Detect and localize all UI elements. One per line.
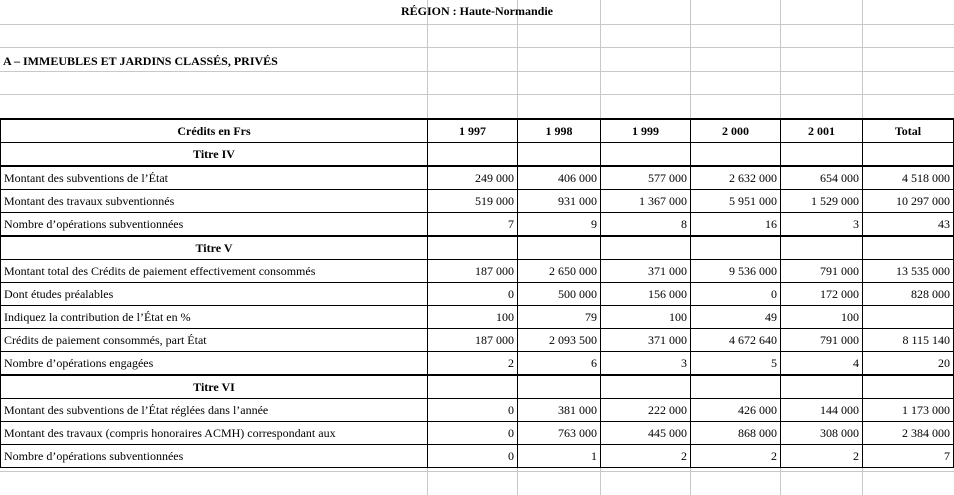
table-cell bbox=[518, 143, 601, 167]
table-cell: 9 536 000 bbox=[691, 260, 781, 283]
row-label: Nombre d’opérations subventionnées bbox=[1, 213, 428, 237]
table-cell: 868 000 bbox=[691, 422, 781, 445]
table-cell: 6 bbox=[518, 352, 601, 376]
table-cell bbox=[863, 306, 954, 329]
table-cell: 0 bbox=[428, 283, 518, 306]
table-cell: 100 bbox=[601, 306, 691, 329]
table-cell: 1 529 000 bbox=[781, 190, 863, 213]
table-cell bbox=[863, 143, 954, 167]
table-row bbox=[1, 166, 954, 190]
table-cell: 7 bbox=[428, 213, 518, 237]
table-cell: 10 297 000 bbox=[863, 190, 954, 213]
subheading-row bbox=[1, 375, 954, 399]
table-cell: 2 bbox=[428, 352, 518, 376]
table-cell: 828 000 bbox=[863, 283, 954, 306]
table-cell: 9 bbox=[518, 213, 601, 237]
row-label: Montant des subventions de l’État réglées dans l’année bbox=[1, 399, 428, 422]
table-cell: 5 bbox=[691, 352, 781, 376]
table-row bbox=[1, 329, 954, 352]
table-cell: 249 000 bbox=[428, 166, 518, 190]
table-cell: 445 000 bbox=[601, 422, 691, 445]
table-cell bbox=[863, 375, 954, 399]
table-cell: 2 650 000 bbox=[518, 260, 601, 283]
table-row bbox=[1, 283, 954, 306]
table-cell: 2 384 000 bbox=[863, 422, 954, 445]
table-cell: 79 bbox=[518, 306, 601, 329]
table-row bbox=[1, 260, 954, 283]
table-cell: 426 000 bbox=[691, 399, 781, 422]
table-cell: 1 367 000 bbox=[601, 190, 691, 213]
table-cell: 308 000 bbox=[781, 422, 863, 445]
table-cell: 4 672 640 bbox=[691, 329, 781, 352]
table-cell: 8 115 140 bbox=[863, 329, 954, 352]
table-row bbox=[1, 399, 954, 422]
table-cell bbox=[691, 375, 781, 399]
table-cell bbox=[428, 236, 518, 260]
table-cell bbox=[518, 375, 601, 399]
subheading-row bbox=[1, 236, 954, 260]
table-cell: 20 bbox=[863, 352, 954, 376]
table-cell bbox=[781, 236, 863, 260]
table-cell: 16 bbox=[691, 213, 781, 237]
section-title: A – IMMEUBLES ET JARDINS CLASSÉS, PRIVÉS bbox=[3, 54, 278, 68]
table-cell: 187 000 bbox=[428, 329, 518, 352]
table-cell: 519 000 bbox=[428, 190, 518, 213]
table-row bbox=[1, 445, 954, 468]
table-cell: 2 632 000 bbox=[691, 166, 781, 190]
table-cell: 763 000 bbox=[518, 422, 601, 445]
row-label: Montant des subventions de l’État bbox=[1, 166, 428, 190]
table-cell: 0 bbox=[691, 283, 781, 306]
table-cell: 0 bbox=[428, 445, 518, 468]
region-title: RÉGION : Haute-Normandie bbox=[401, 4, 553, 18]
table-row bbox=[1, 352, 954, 376]
table-cell: 100 bbox=[428, 306, 518, 329]
table-cell bbox=[691, 143, 781, 167]
row-label: Nombre d’opérations subventionnées bbox=[1, 445, 428, 468]
table-cell: 5 951 000 bbox=[691, 190, 781, 213]
table-cell: 156 000 bbox=[601, 283, 691, 306]
table-cell: 144 000 bbox=[781, 399, 863, 422]
table-cell: 3 bbox=[601, 352, 691, 376]
header-label: Crédits en Frs bbox=[1, 119, 428, 143]
table-cell: 4 bbox=[781, 352, 863, 376]
table-row bbox=[1, 190, 954, 213]
row-label: Nombre d’opérations engagées bbox=[1, 352, 428, 376]
table-cell: 172 000 bbox=[781, 283, 863, 306]
table-cell: 3 bbox=[781, 213, 863, 237]
table-cell bbox=[428, 143, 518, 167]
table-cell: 577 000 bbox=[601, 166, 691, 190]
table-cell: 654 000 bbox=[781, 166, 863, 190]
row-label: Montant total des Crédits de paiement effectivement consommés bbox=[1, 260, 428, 283]
table-cell: 381 000 bbox=[518, 399, 601, 422]
table-cell: 0 bbox=[428, 422, 518, 445]
table-cell: 791 000 bbox=[781, 329, 863, 352]
header-year: 1 999 bbox=[601, 119, 691, 143]
table-cell: 371 000 bbox=[601, 329, 691, 352]
table-cell bbox=[601, 236, 691, 260]
titre-vi-heading: Titre VI bbox=[1, 375, 428, 399]
table-cell: 2 bbox=[691, 445, 781, 468]
row-label: Crédits de paiement consommés, part État bbox=[1, 329, 428, 352]
table-row bbox=[1, 306, 954, 329]
table-cell: 1 bbox=[518, 445, 601, 468]
row-label: Dont études préalables bbox=[1, 283, 428, 306]
header-total: Total bbox=[863, 119, 954, 143]
row-label: Montant des travaux subventionnés bbox=[1, 190, 428, 213]
table-row bbox=[1, 213, 954, 237]
table-cell bbox=[518, 236, 601, 260]
table-cell bbox=[781, 143, 863, 167]
table-cell: 13 535 000 bbox=[863, 260, 954, 283]
table-cell bbox=[601, 375, 691, 399]
table-cell: 371 000 bbox=[601, 260, 691, 283]
table-cell: 0 bbox=[428, 399, 518, 422]
header-year: 2 001 bbox=[781, 119, 863, 143]
table-cell: 8 bbox=[601, 213, 691, 237]
table-cell: 1 173 000 bbox=[863, 399, 954, 422]
table-cell: 4 518 000 bbox=[863, 166, 954, 190]
table-cell bbox=[863, 236, 954, 260]
header-year: 1 997 bbox=[428, 119, 518, 143]
table-cell: 2 bbox=[781, 445, 863, 468]
table-cell bbox=[781, 375, 863, 399]
header-year: 2 000 bbox=[691, 119, 781, 143]
table-cell: 500 000 bbox=[518, 283, 601, 306]
table-cell: 406 000 bbox=[518, 166, 601, 190]
titre-v-heading: Titre V bbox=[1, 236, 428, 260]
titre-iv-heading: Titre IV bbox=[1, 143, 428, 167]
table-cell bbox=[601, 143, 691, 167]
row-label: Montant des travaux (compris honoraires ACMH) correspondant aux bbox=[1, 422, 428, 445]
header-year: 1 998 bbox=[518, 119, 601, 143]
subheading-row bbox=[1, 143, 954, 167]
table-cell: 2 bbox=[601, 445, 691, 468]
table-cell: 43 bbox=[863, 213, 954, 237]
table-cell: 2 093 500 bbox=[518, 329, 601, 352]
table-cell: 791 000 bbox=[781, 260, 863, 283]
table-cell bbox=[428, 375, 518, 399]
header-row bbox=[1, 119, 954, 143]
table-cell: 187 000 bbox=[428, 260, 518, 283]
row-label: Indiquez la contribution de l’État en % bbox=[1, 306, 428, 329]
table-row bbox=[1, 422, 954, 445]
table-cell bbox=[691, 236, 781, 260]
credits-table bbox=[0, 118, 954, 468]
table-cell: 222 000 bbox=[601, 399, 691, 422]
table-cell: 49 bbox=[691, 306, 781, 329]
table-cell: 100 bbox=[781, 306, 863, 329]
table-cell: 931 000 bbox=[518, 190, 601, 213]
table-cell: 7 bbox=[863, 445, 954, 468]
